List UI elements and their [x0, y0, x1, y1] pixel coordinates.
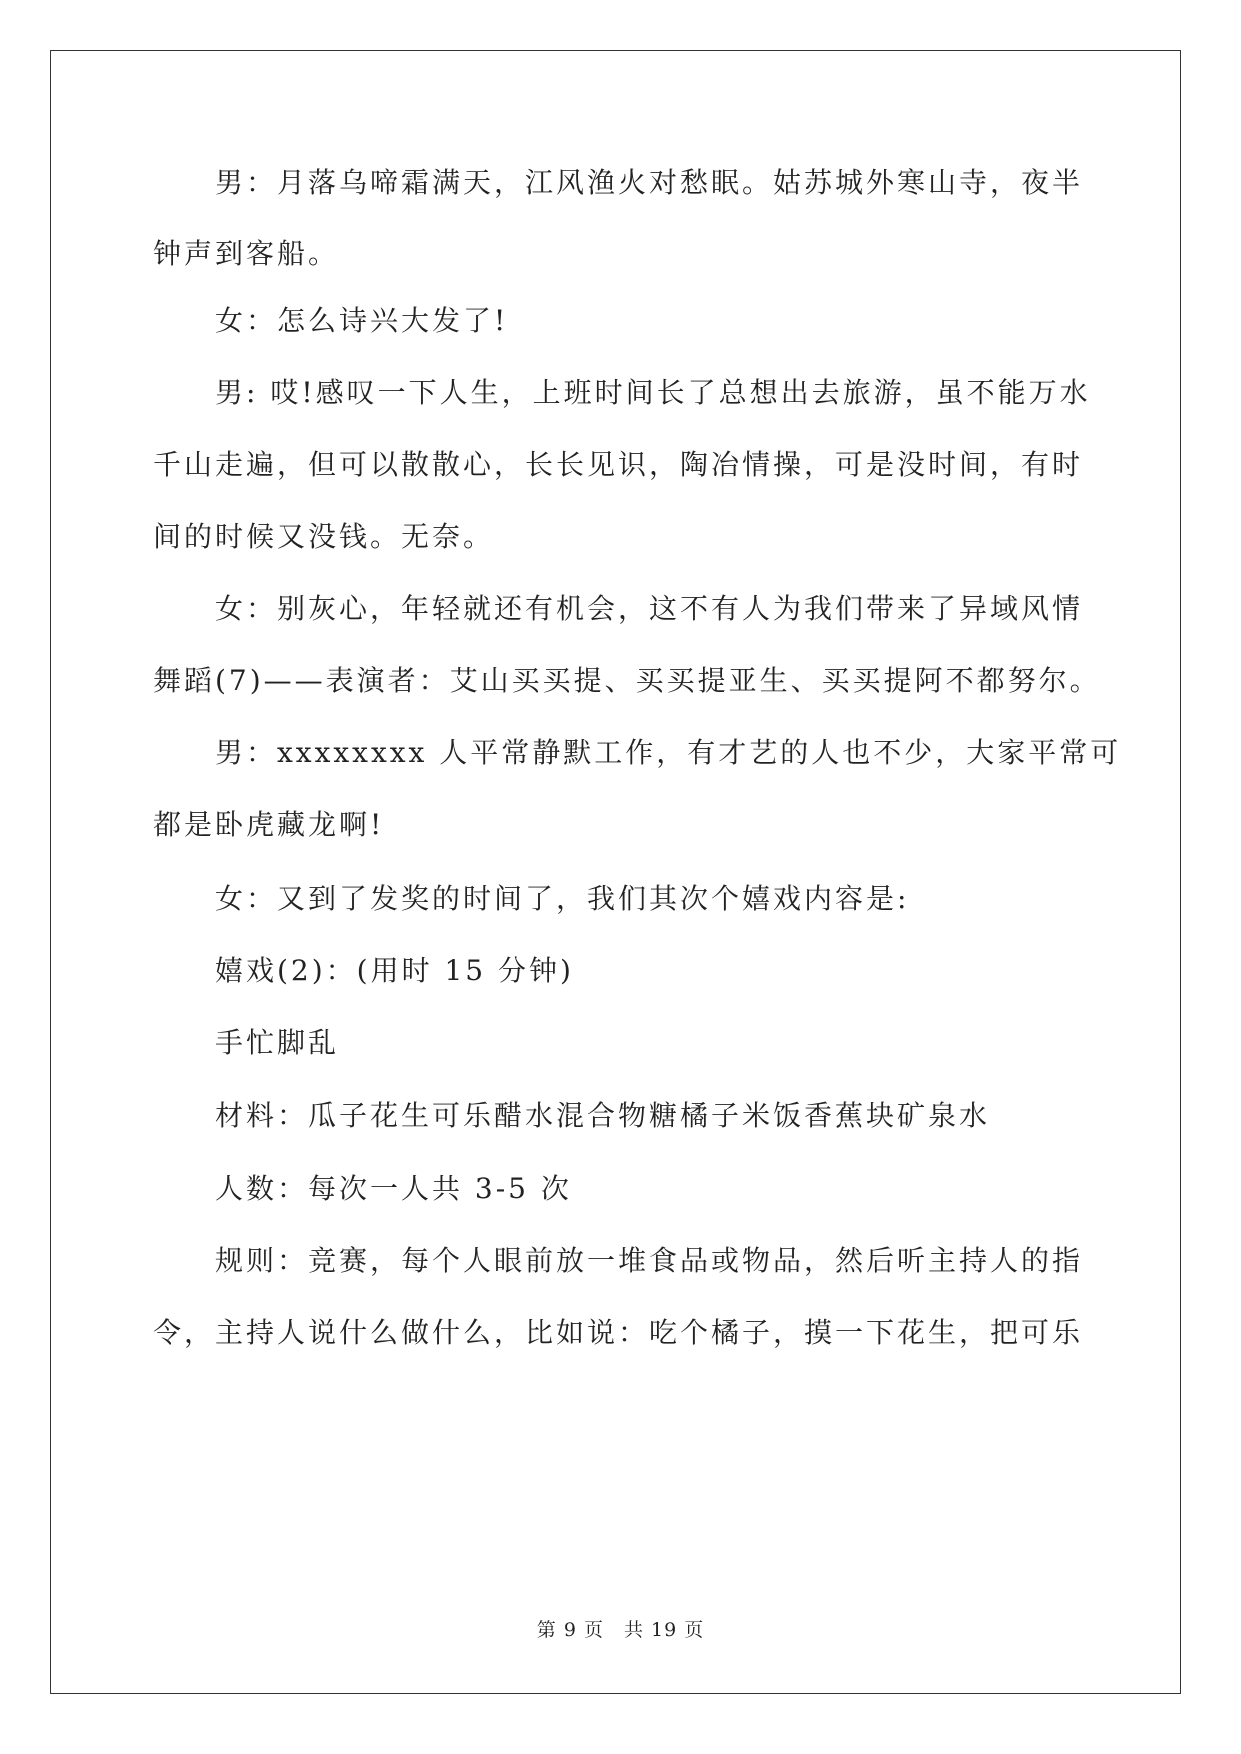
page-number: 第 9 页 — [536, 1619, 604, 1641]
paragraph-line: 女：别灰心，年轻就还有机会，这不有人为我们带来了异域风情 — [215, 592, 1084, 625]
paragraph-line: 男: 哎!感叹一下人生，上班时间长了总想出去旅游，虽不能万水 — [215, 376, 1091, 409]
paragraph-line: 女：怎么诗兴大发了! — [215, 304, 509, 337]
paragraph-line: 钟声到客船。 — [153, 237, 340, 270]
paragraph-line: 男：xxxxxxxx 人平常静默工作，有才艺的人也不少，大家平常可 — [215, 736, 1122, 769]
paragraph-line: 手忙脚乱 — [215, 1026, 340, 1059]
paragraph-line: 男：月落乌啼霜满天，江风渔火对愁眠。姑苏城外寒山寺，夜半 — [215, 166, 1084, 199]
paragraph-line: 间的时候又没钱。无奈。 — [153, 520, 495, 553]
page-footer — [0, 1618, 1241, 1642]
paragraph-line: 规则：竞赛，每个人眼前放一堆食品或物品，然后听主持人的指 — [215, 1244, 1084, 1277]
paragraph-line: 都是卧虎藏龙啊! — [153, 808, 385, 841]
paragraph-line: 千山走遍，但可以散散心，长长见识，陶冶情操，可是没时间，有时 — [153, 448, 1084, 481]
paragraph-line: 人数：每次一人共 3-5 次 — [215, 1172, 572, 1205]
page-total: 共 19 页 — [623, 1619, 705, 1641]
paragraph-line: 令，主持人说什么做什么，比如说：吃个橘子，摸一下花生，把可乐 — [153, 1316, 1084, 1349]
page-border — [50, 50, 1181, 1694]
paragraph-line: 舞蹈(7)——表演者：艾山买买提、买买提亚生、买买提阿不都努尔。 — [153, 664, 1101, 697]
paragraph-line: 材料：瓜子花生可乐醋水混合物糖橘子米饭香蕉块矿泉水 — [215, 1099, 991, 1132]
paragraph-line: 女：又到了发奖的时间了，我们其次个嬉戏内容是: — [215, 882, 910, 915]
paragraph-line: 嬉戏(2)：(用时 15 分钟) — [215, 954, 574, 987]
